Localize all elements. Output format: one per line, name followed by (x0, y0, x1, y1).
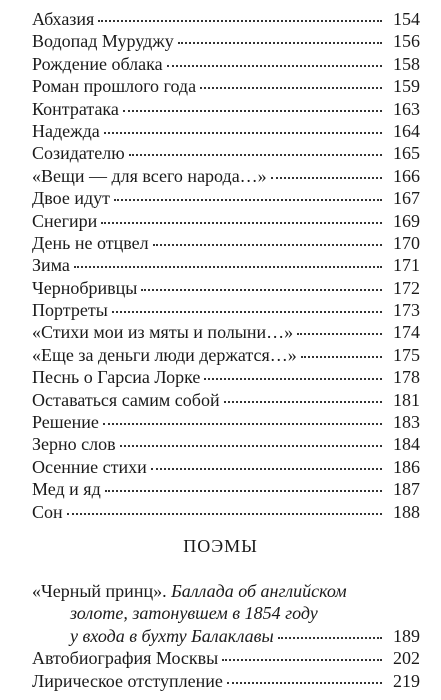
toc-entry (32, 580, 420, 647)
toc-entry (32, 366, 420, 388)
entry-title: Чернобривцы (32, 277, 138, 298)
entry-page: 184 (393, 434, 420, 455)
dot-leader (227, 682, 382, 684)
entry-title: Зима (32, 255, 70, 276)
table-of-contents (32, 8, 420, 523)
entry-title: «Стихи мои из мяты и полыни…» (32, 322, 294, 343)
toc-entry (32, 8, 420, 30)
entry-title: Контратака (32, 98, 119, 119)
entry-page: 175 (393, 344, 420, 365)
dot-leader (114, 199, 382, 201)
toc-entry (32, 277, 420, 299)
toc-entry (32, 433, 420, 455)
toc-entry (32, 98, 420, 120)
entry-title: Песнь о Гарсиа Лорке (32, 367, 201, 388)
dot-leader (278, 637, 382, 639)
entry-title: Абхазия (32, 9, 95, 29)
entry-page: 183 (393, 412, 420, 433)
toc-entry (32, 187, 420, 209)
entry-page: 188 (393, 501, 420, 522)
toc-entry (32, 165, 420, 187)
toc-entry (32, 344, 420, 366)
dot-leader (301, 356, 382, 358)
dot-leader (141, 289, 382, 291)
entry-title: Зерно слов (32, 434, 116, 455)
entry-title: Водопад Муруджу (32, 31, 174, 52)
toc-entry (32, 142, 420, 164)
dot-leader (112, 311, 382, 313)
dot-leader (129, 154, 382, 156)
toc-entry (32, 232, 420, 254)
toc-entry (32, 254, 420, 276)
dot-leader (224, 401, 382, 403)
entry-page: 173 (393, 300, 420, 321)
entry-page: 154 (393, 9, 420, 29)
entry-page: 181 (393, 389, 420, 410)
section-heading: ПОЭМЫ (183, 536, 258, 556)
entry-title: Решение (32, 412, 99, 433)
entry-subtitle: Баллада об английском (171, 581, 347, 601)
entry-page: 163 (393, 98, 420, 119)
dot-leader (151, 468, 382, 470)
entry-page: 172 (393, 277, 420, 298)
entry-page: 174 (393, 322, 420, 343)
entry-title: День не отцвел (32, 232, 149, 253)
entry-page: 169 (393, 210, 420, 231)
toc-entry (32, 389, 420, 411)
dot-leader (153, 244, 382, 246)
entry-page: 167 (393, 188, 420, 209)
toc-entry (32, 120, 420, 142)
entry-title: «Еще за деньги люди держатся…» (32, 344, 297, 365)
entry-page: 202 (393, 648, 420, 669)
dot-leader (103, 423, 382, 425)
entry-page: 164 (393, 120, 420, 141)
dot-leader (204, 378, 382, 380)
entry-page: 170 (393, 232, 420, 253)
toc-entry (32, 501, 420, 523)
entry-subtitle: у входа в бухту Балаклавы (70, 625, 274, 646)
dot-leader (67, 513, 382, 515)
toc-entry (32, 299, 420, 321)
toc-entry (32, 210, 420, 232)
entry-title: Надежда (32, 120, 100, 141)
entry-title: Оставаться самим собой (32, 389, 220, 410)
dot-leader (123, 110, 382, 112)
poems-list (32, 580, 420, 692)
dot-leader (105, 490, 382, 492)
toc-entry (32, 53, 420, 75)
toc-entry (32, 647, 420, 669)
dot-leader (98, 20, 382, 22)
dot-leader (167, 65, 382, 67)
entry-subtitle-line (32, 625, 420, 647)
entry-page: 156 (393, 31, 420, 52)
entry-page: 189 (393, 625, 420, 646)
entry-page: 186 (393, 456, 420, 477)
entry-page: 178 (393, 367, 420, 388)
toc-entry (32, 478, 420, 500)
entry-title: Автобиография Москвы (32, 648, 219, 669)
entry-page: 165 (393, 143, 420, 164)
entry-page: 171 (393, 255, 420, 276)
entry-title: Осенние стихи (32, 456, 147, 477)
entry-page: 159 (393, 76, 420, 97)
dot-leader (101, 222, 382, 224)
entry-title: Лирическое отступление (32, 670, 223, 691)
dot-leader (297, 333, 382, 335)
entry-title-line (32, 580, 420, 602)
entry-title: «Черный принц». (32, 581, 167, 601)
dot-leader (104, 132, 382, 134)
entry-title: Портреты (32, 300, 108, 321)
entry-title: Сон (32, 501, 63, 522)
entry-title: Созидателю (32, 143, 125, 164)
dot-leader (178, 42, 382, 44)
dot-leader (222, 659, 382, 661)
toc-entry (32, 670, 420, 692)
dot-leader (200, 87, 382, 89)
toc-entry (32, 75, 420, 97)
entry-title: Роман прошлого года (32, 76, 197, 97)
entry-page: 166 (393, 165, 420, 186)
entry-title: «Вещи — для всего народа…» (32, 165, 267, 186)
entry-title: Рождение облака (32, 53, 163, 74)
toc-entry (32, 30, 420, 52)
dot-leader (74, 266, 382, 268)
entry-page: 219 (393, 670, 420, 691)
dot-leader (271, 177, 382, 179)
entry-page: 158 (393, 53, 420, 74)
entry-subtitle: золоте, затонувшем в 1854 году (70, 603, 318, 624)
toc-entry (32, 411, 420, 433)
entry-title: Снегири (32, 210, 98, 231)
toc-entry (32, 456, 420, 478)
entry-title: Мед и яд (32, 479, 101, 500)
entry-page: 187 (393, 479, 420, 500)
entry-title: Двое идут (32, 188, 111, 209)
toc-entry (32, 321, 420, 343)
dot-leader (120, 445, 382, 447)
